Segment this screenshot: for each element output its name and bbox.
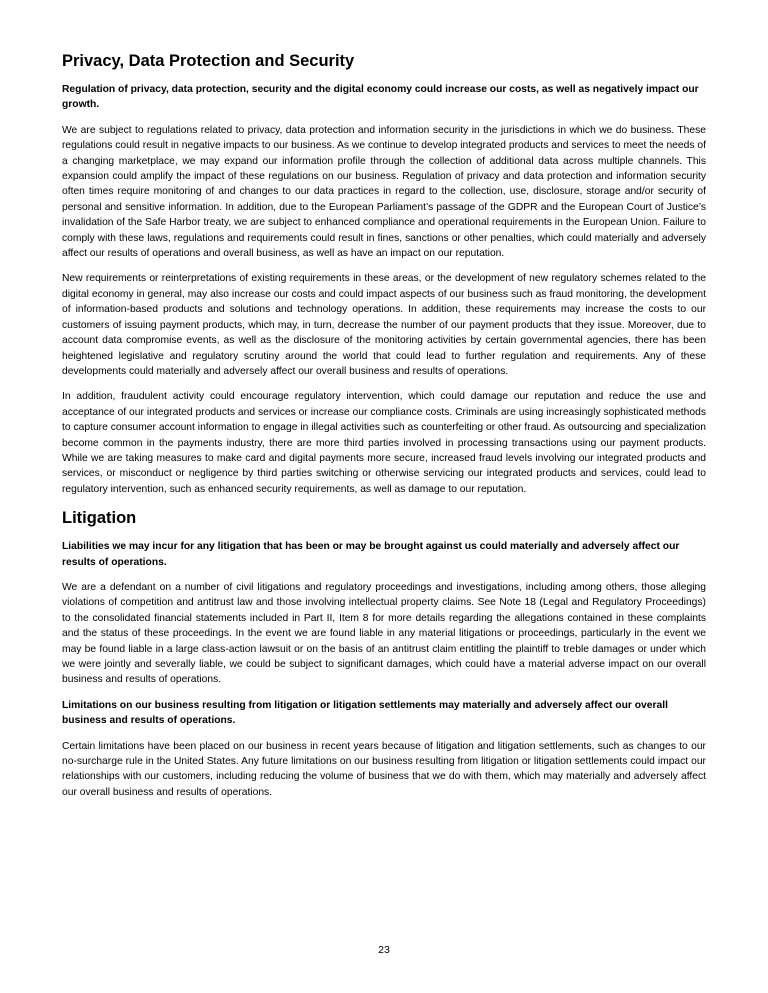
page-number: 23	[378, 944, 390, 956]
paragraph-privacy-1: We are subject to regulations related to privacy, data protection and information security in the jurisdictions in which we do business. These regulations could result in negative impacts to our business. As we continue to develop integrated products and services to meet the needs of a changing marketplace, we may expand our information profile through the collection of additional data across multiple channels. This expansion could amplify the impact of these regulations on our business. Regulation of privacy and data protection and information security often times require monitoring of and changes to our data practices in regard to the collection, use, disclosure, storage and/or security of personal and sensitive information. In addition, due to the European Parliament’s passage of the GDPR and the European Court of Justice’s invalidation of the Safe Harbor treaty, we are subject to enhanced compliance and operational requirements in the European Union. Failure to comply with these laws, regulations and requirements could result in fines, sanctions or other penalties, which could materially and adversely affect our results of operations and overall business, as well as have an impact on our reputation.	[62, 124, 706, 260]
document-page	[62, 50, 706, 800]
section-heading-privacy: Privacy, Data Protection and Security	[62, 52, 355, 70]
risk-title-litigation-liabilities: Liabilities we may incur for any litigation that has been or may be brought against us could materially and adversely affect our results of operations.	[62, 541, 680, 568]
section-heading-litigation: Litigation	[62, 509, 137, 528]
risk-title-litigation-limitations: Limitations on our business resulting from litigation or litigation settlements may materially and adversely affect our overall business and results of operations.	[62, 699, 668, 727]
risk-title-privacy: Regulation of privacy, data protection, security and the digital economy could increase our costs, as well as negatively impact our growth.	[62, 84, 699, 111]
paragraph-privacy-2: New requirements or reinterpretations of existing requirements in these areas, or the development of new regulatory schemes related to the digital economy in general, may also increase our costs and could impact aspects of our business such as fraud monitoring, the development of information-based products and solutions and technology operations. In addition, these requirements may increase the costs to our customers of issuing payment products, which may, in turn, decrease the number of our payment products that they issue. Moreover, due to account data compromise events, as well as the disclosure of the monitoring activities by certain governmental agencies, there has been heightened legislative and regulatory scrutiny around the world that could lead to further regulation and requirements. Any of these developments could materially and adversely affect our overall business and results of operations.	[62, 273, 706, 377]
paragraph-privacy-3: In addition, fraudulent activity could encourage regulatory intervention, which could damage our reputation and reduce the use and acceptance of our integrated products and services or increase our compliance costs. Criminals are using increasingly sophisticated methods to capture consumer account information to engage in illegal activities such as counterfeiting or other fraud. As outsourcing and specialization become common in the payments industry, there are more third parties involved in processing transactions using our payment products. While we are taking measures to make card and digital payments more secure, increased fraud levels involving our integrated products and services, or misconduct or negligence by third parties switching or otherwise servicing our integrated products and services, could lead to regulatory intervention, such as enhanced security requirements, as well as damage to our reputation.	[62, 391, 706, 495]
paragraph-litigation-2: Certain limitations have been placed on our business in recent years because of litigation and litigation settlements, such as changes to our no-surcharge rule in the United States. Any future limitations on our business resulting from litigation or litigation settlements could impact our relationships with our customers, including reducing the volume of business that we do with them, which may materially and adversely affect our overall business and results of operations.	[62, 740, 706, 798]
paragraph-litigation-1: We are a defendant on a number of civil litigations and regulatory proceedings and investigations, including among others, those alleging violations of competition and antitrust law and those involving intellectual property claims. See Note 18 (Legal and Regulatory Proceedings) to the consolidated financial statements included in Part II, Item 8 for more details regarding the allegations contained in these complaints and the status of these proceedings. In the event we are found liable in any material litigations or proceedings, particularly in the event we may be found liable in a large class-action lawsuit or on the basis of an antitrust claim entitling the plaintiff to treble damages or under which we were jointly and severally liable, we could be subject to significant damages, which could have a material adverse impact on our overall business and results of operations.	[62, 581, 706, 686]
